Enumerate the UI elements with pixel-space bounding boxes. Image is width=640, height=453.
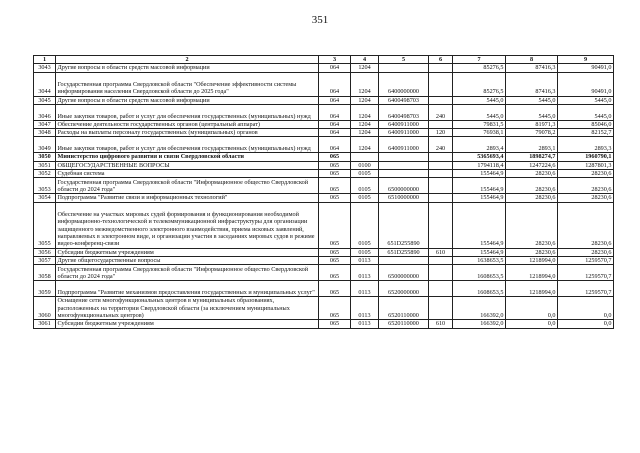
section-code-cell: 1204 (351, 72, 379, 96)
ministry-code-cell: 064 (319, 120, 351, 128)
table-header-row (34, 56, 614, 64)
amount-year3-cell: 90491,0 (558, 64, 614, 72)
amount-year3-cell: 0,0 (558, 297, 614, 320)
table-row (34, 248, 614, 256)
ministry-code-cell: 065 (319, 248, 351, 256)
expense-type-cell (429, 178, 453, 194)
ministry-code-cell: 065 (319, 320, 351, 328)
row-name-cell: Другие вопросы в области средств массовой информации (56, 64, 319, 72)
row-name-cell: Государственная программа Свердловской области "Информационное общество Свердловской области до 2024 года" (56, 265, 319, 281)
expense-type-cell (429, 256, 453, 264)
amount-year2-cell: 1218994,0 (506, 265, 558, 281)
target-code-cell (379, 161, 429, 169)
section-code-cell: 1204 (351, 120, 379, 128)
budget-table (33, 55, 614, 329)
amount-year1-cell: 1608653,5 (453, 265, 506, 281)
row-number-cell: 3057 (34, 256, 56, 264)
table-row (34, 64, 614, 72)
ministry-code-cell: 065 (319, 170, 351, 178)
row-number-cell: 3058 (34, 265, 56, 281)
amount-year1-cell: 5365693,4 (453, 153, 506, 161)
target-code-cell: 6400000000 (379, 72, 429, 96)
amount-year1-cell: 155464,9 (453, 194, 506, 202)
page-number: 351 (311, 14, 329, 26)
target-code-cell: 6500000000 (379, 178, 429, 194)
row-name-cell: Государственная программа Свердловской области "Информационное общество Свердловской области до 2024 года" (56, 178, 319, 194)
row-name-cell: Министерство цифрового развития и связи Свердловской области (56, 153, 319, 161)
column-header: 7 (453, 56, 506, 64)
table-row (34, 120, 614, 128)
expense-type-cell: 120 (429, 129, 453, 137)
expense-type-cell (429, 265, 453, 281)
table-row (34, 170, 614, 178)
target-code-cell: 6400911000 (379, 137, 429, 153)
row-number-cell: 3050 (34, 153, 56, 161)
expense-type-cell (429, 96, 453, 104)
expense-type-cell (429, 161, 453, 169)
target-code-cell (379, 170, 429, 178)
amount-year1-cell: 2893,4 (453, 137, 506, 153)
amount-year3-cell: 1960790,1 (558, 153, 614, 161)
row-number-cell: 3061 (34, 320, 56, 328)
ministry-code-cell: 065 (319, 202, 351, 248)
row-number-cell: 3059 (34, 281, 56, 297)
amount-year3-cell: 0,0 (558, 320, 614, 328)
amount-year1-cell: 166392,0 (453, 297, 506, 320)
column-header: 8 (506, 56, 558, 64)
row-number-cell: 3051 (34, 161, 56, 169)
amount-year3-cell: 90491,0 (558, 72, 614, 96)
row-name-cell: Оснащение сети многофункциональных центров в муниципальных образованиях, расположенных на территории Свердловской области (за исключением муниципальных многофункциональных центров) (56, 297, 319, 320)
amount-year1-cell: 1638653,5 (453, 256, 506, 264)
target-code-cell: 651D255890 (379, 248, 429, 256)
expense-type-cell (429, 281, 453, 297)
row-name-cell: Субсидии бюджетным учреждениям (56, 248, 319, 256)
target-code-cell: 6400498703 (379, 104, 429, 120)
amount-year2-cell: 28230,6 (506, 170, 558, 178)
section-code-cell: 0113 (351, 265, 379, 281)
section-code-cell: 0113 (351, 256, 379, 264)
table-row (34, 178, 614, 194)
row-number-cell: 3055 (34, 202, 56, 248)
amount-year1-cell: 1608653,5 (453, 281, 506, 297)
section-code-cell: 0105 (351, 170, 379, 178)
row-number-cell: 3043 (34, 64, 56, 72)
amount-year1-cell: 166392,0 (453, 320, 506, 328)
section-code-cell: 0105 (351, 202, 379, 248)
amount-year2-cell: 2893,1 (506, 137, 558, 153)
ministry-code-cell: 065 (319, 161, 351, 169)
section-code-cell: 0105 (351, 194, 379, 202)
expense-type-cell (429, 64, 453, 72)
column-header: 3 (319, 56, 351, 64)
amount-year3-cell: 1259570,7 (558, 256, 614, 264)
amount-year3-cell: 1259570,7 (558, 265, 614, 281)
table-row (34, 194, 614, 202)
section-code-cell: 0113 (351, 297, 379, 320)
row-name-cell: Судебная система (56, 170, 319, 178)
amount-year1-cell: 85276,5 (453, 72, 506, 96)
target-code-cell: 6400498703 (379, 96, 429, 104)
row-name-cell: Обеспечение на участках мировых судей формирования и функционирования необходимой информационно-технологической и телекоммуникационной инфраструктуры для организации защищенного межведомственного электронного взаимодействия, приема исковых заявлений, направляемых в электронном виде, и организации участия в заседаниях мировых судов в режиме видео-конференц-связи (56, 202, 319, 248)
row-name-cell: Другие общегосударственные вопросы (56, 256, 319, 264)
ministry-code-cell: 064 (319, 72, 351, 96)
section-code-cell: 0105 (351, 248, 379, 256)
section-code-cell: 0105 (351, 178, 379, 194)
amount-year2-cell: 87416,3 (506, 64, 558, 72)
expense-type-cell: 610 (429, 320, 453, 328)
row-number-cell: 3052 (34, 170, 56, 178)
expense-type-cell: 240 (429, 137, 453, 153)
expense-type-cell: 240 (429, 104, 453, 120)
section-code-cell (351, 153, 379, 161)
table-row (34, 202, 614, 248)
amount-year3-cell: 28230,6 (558, 178, 614, 194)
target-code-cell: 6520110000 (379, 320, 429, 328)
table-row (34, 153, 614, 161)
table-row (34, 256, 614, 264)
expense-type-cell (429, 120, 453, 128)
table-row (34, 320, 614, 328)
amount-year3-cell: 5445,0 (558, 96, 614, 104)
amount-year1-cell: 155464,9 (453, 178, 506, 194)
row-name-cell: Другие вопросы в области средств массовой информации (56, 96, 319, 104)
amount-year1-cell: 155464,9 (453, 248, 506, 256)
amount-year3-cell: 1287801,3 (558, 161, 614, 169)
table-row (34, 297, 614, 320)
target-code-cell: 6510000000 (379, 194, 429, 202)
target-code-cell (379, 64, 429, 72)
amount-year2-cell: 28230,6 (506, 248, 558, 256)
target-code-cell (379, 153, 429, 161)
row-number-cell: 3056 (34, 248, 56, 256)
ministry-code-cell: 065 (319, 256, 351, 264)
table-row (34, 96, 614, 104)
amount-year2-cell: 28230,6 (506, 178, 558, 194)
amount-year2-cell: 87416,3 (506, 72, 558, 96)
target-code-cell: 6500000000 (379, 265, 429, 281)
row-name-cell: Подпрограмма "Развитие связи и информационных технологий" (56, 194, 319, 202)
amount-year3-cell: 28230,6 (558, 194, 614, 202)
row-number-cell: 3047 (34, 120, 56, 128)
amount-year2-cell: 5445,0 (506, 104, 558, 120)
column-header: 5 (379, 56, 429, 64)
amount-year2-cell: 0,0 (506, 320, 558, 328)
target-code-cell (379, 256, 429, 264)
target-code-cell: 6520000000 (379, 281, 429, 297)
amount-year2-cell: 1218994,0 (506, 281, 558, 297)
table-row (34, 104, 614, 120)
ministry-code-cell: 064 (319, 104, 351, 120)
amount-year1-cell: 79831,5 (453, 120, 506, 128)
expense-type-cell (429, 297, 453, 320)
expense-type-cell (429, 170, 453, 178)
expense-type-cell (429, 72, 453, 96)
amount-year2-cell: 1898274,7 (506, 153, 558, 161)
amount-year1-cell: 155464,9 (453, 170, 506, 178)
section-code-cell: 0113 (351, 320, 379, 328)
amount-year2-cell: 1247224,6 (506, 161, 558, 169)
ministry-code-cell: 065 (319, 153, 351, 161)
section-code-cell: 1204 (351, 129, 379, 137)
section-code-cell: 1204 (351, 137, 379, 153)
ministry-code-cell: 064 (319, 129, 351, 137)
expense-type-cell (429, 194, 453, 202)
row-name-cell: Государственная программа Свердловской области "Обеспечение эффективности системы информирования населения Свердловской области до 2025 года" (56, 72, 319, 96)
ministry-code-cell: 065 (319, 297, 351, 320)
amount-year2-cell: 79078,2 (506, 129, 558, 137)
row-number-cell: 3060 (34, 297, 56, 320)
amount-year2-cell: 28230,6 (506, 202, 558, 248)
row-number-cell: 3049 (34, 137, 56, 153)
amount-year2-cell: 0,0 (506, 297, 558, 320)
expense-type-cell (429, 202, 453, 248)
expense-type-cell: 610 (429, 248, 453, 256)
row-number-cell: 3054 (34, 194, 56, 202)
ministry-code-cell: 065 (319, 178, 351, 194)
amount-year3-cell: 28230,6 (558, 202, 614, 248)
section-code-cell: 0113 (351, 281, 379, 297)
column-header: 4 (351, 56, 379, 64)
row-name-cell: Расходы на выплаты персоналу государственных (муниципальных) органов (56, 129, 319, 137)
ministry-code-cell: 065 (319, 281, 351, 297)
expense-type-cell (429, 153, 453, 161)
section-code-cell: 1204 (351, 104, 379, 120)
table-row (34, 72, 614, 96)
table-row (34, 281, 614, 297)
column-header: 2 (56, 56, 319, 64)
ministry-code-cell: 065 (319, 265, 351, 281)
section-code-cell: 1204 (351, 64, 379, 72)
row-name-cell: Обеспечение деятельности государственных органов (центральный аппарат) (56, 120, 319, 128)
row-name-cell: Иные закупки товаров, работ и услуг для обеспечения государственных (муниципальных) нужд (56, 104, 319, 120)
column-header: 9 (558, 56, 614, 64)
amount-year1-cell: 76938,1 (453, 129, 506, 137)
amount-year3-cell: 2893,3 (558, 137, 614, 153)
row-number-cell: 3046 (34, 104, 56, 120)
target-code-cell: 6400911000 (379, 120, 429, 128)
amount-year2-cell: 28230,6 (506, 194, 558, 202)
target-code-cell: 651D255890 (379, 202, 429, 248)
amount-year2-cell: 5445,0 (506, 96, 558, 104)
amount-year3-cell: 82152,7 (558, 129, 614, 137)
amount-year3-cell: 28230,6 (558, 170, 614, 178)
ministry-code-cell: 064 (319, 96, 351, 104)
amount-year2-cell: 81971,3 (506, 120, 558, 128)
ministry-code-cell: 064 (319, 64, 351, 72)
table-row (34, 265, 614, 281)
row-number-cell: 3053 (34, 178, 56, 194)
row-name-cell: Подпрограмма "Развитие механизмов предоставления государственных и муниципальных услуг" (56, 281, 319, 297)
column-header: 1 (34, 56, 56, 64)
target-code-cell: 6520110000 (379, 297, 429, 320)
section-code-cell: 1204 (351, 96, 379, 104)
amount-year1-cell: 1794118,4 (453, 161, 506, 169)
amount-year3-cell: 28230,6 (558, 248, 614, 256)
section-code-cell: 0100 (351, 161, 379, 169)
row-name-cell: ОБЩЕГОСУДАРСТВЕННЫЕ ВОПРОСЫ (56, 161, 319, 169)
table-row (34, 137, 614, 153)
row-name-cell: Иные закупки товаров, работ и услуг для обеспечения государственных (муниципальных) нужд (56, 137, 319, 153)
row-name-cell: Субсидии бюджетным учреждениям (56, 320, 319, 328)
amount-year1-cell: 85276,5 (453, 64, 506, 72)
row-number-cell: 3048 (34, 129, 56, 137)
amount-year1-cell: 5445,0 (453, 96, 506, 104)
target-code-cell: 6400911000 (379, 129, 429, 137)
column-header: 6 (429, 56, 453, 64)
amount-year1-cell: 5445,0 (453, 104, 506, 120)
row-number-cell: 3045 (34, 96, 56, 104)
table-row (34, 161, 614, 169)
amount-year3-cell: 85046,0 (558, 120, 614, 128)
amount-year1-cell: 155464,9 (453, 202, 506, 248)
ministry-code-cell: 064 (319, 137, 351, 153)
row-number-cell: 3044 (34, 72, 56, 96)
amount-year3-cell: 1259570,7 (558, 281, 614, 297)
ministry-code-cell: 065 (319, 194, 351, 202)
amount-year2-cell: 1218994,0 (506, 256, 558, 264)
amount-year3-cell: 5445,0 (558, 104, 614, 120)
table-row (34, 129, 614, 137)
